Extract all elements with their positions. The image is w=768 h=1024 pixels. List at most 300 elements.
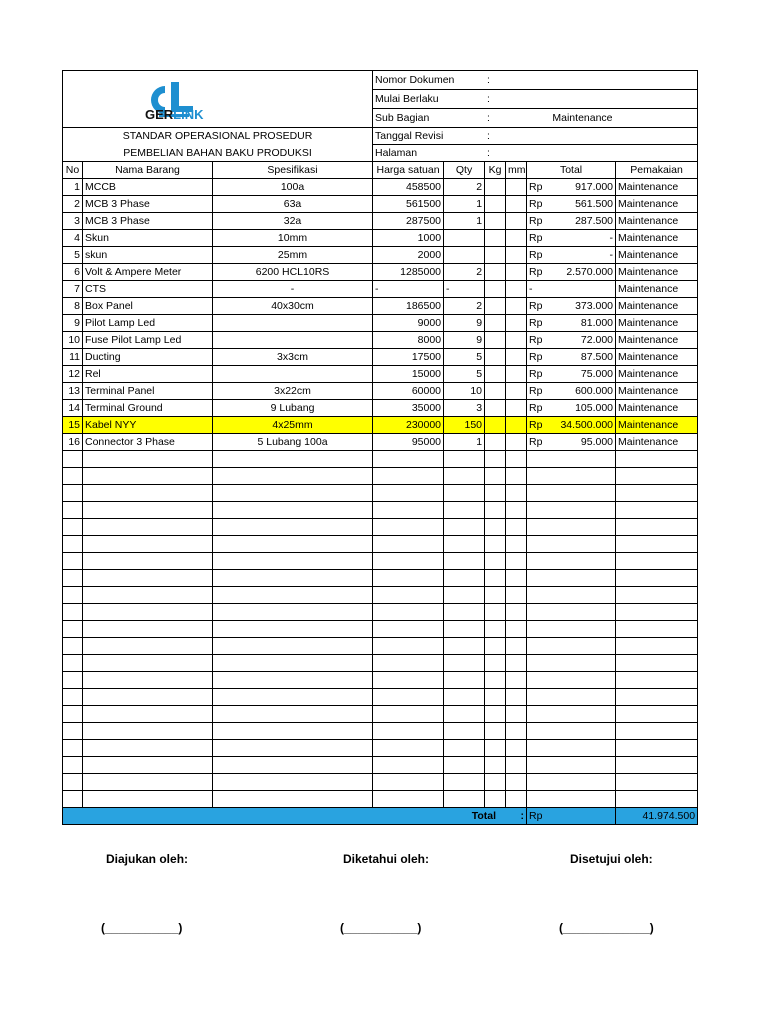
empty-cell: [63, 553, 83, 570]
empty-row: [63, 706, 698, 723]
empty-cell: [63, 519, 83, 536]
row-spesifikasi: 10mm: [213, 230, 373, 247]
row-nama-barang: Skun: [83, 230, 213, 247]
empty-cell: [527, 723, 616, 740]
row-pemakaian: Maintenance: [616, 230, 698, 247]
row-mm: [506, 332, 527, 349]
row-qty: 1: [444, 196, 485, 213]
row-kg: [485, 298, 506, 315]
empty-cell: [506, 536, 527, 553]
brand-name: [145, 107, 204, 123]
total-value: 34.500.000: [560, 419, 614, 431]
row-no: 1: [63, 179, 83, 196]
empty-cell: [444, 638, 485, 655]
empty-cell: [616, 502, 698, 519]
row-mm: [506, 383, 527, 400]
empty-cell: [373, 638, 444, 655]
row-mm: [506, 400, 527, 417]
row-harga-satuan: 230000: [373, 417, 444, 434]
total-currency: Rp: [527, 808, 616, 825]
currency-symbol: Rp: [529, 181, 543, 193]
empty-cell: [373, 774, 444, 791]
currency-symbol: Rp: [529, 300, 543, 312]
row-kg: [485, 196, 506, 213]
empty-cell: [616, 536, 698, 553]
empty-cell: [213, 791, 373, 808]
empty-cell: [213, 621, 373, 638]
table-row: [63, 315, 698, 332]
total-value: -: [609, 232, 614, 244]
empty-cell: [373, 570, 444, 587]
empty-row: [63, 485, 698, 502]
sop-title-line1: STANDAR OPERASIONAL PROSEDUR: [63, 128, 373, 145]
empty-cell: [63, 604, 83, 621]
empty-cell: [63, 621, 83, 638]
total-value: 917.000: [575, 181, 614, 193]
empty-cell: [506, 604, 527, 621]
empty-cell: [213, 604, 373, 621]
empty-cell: [213, 502, 373, 519]
empty-cell: [213, 485, 373, 502]
empty-cell: [83, 468, 213, 485]
empty-cell: [213, 519, 373, 536]
row-nama-barang: Box Panel: [83, 298, 213, 315]
empty-cell: [616, 570, 698, 587]
empty-cell: [485, 672, 506, 689]
currency-symbol: Rp: [529, 351, 543, 363]
empty-cell: [63, 485, 83, 502]
empty-cell: [63, 791, 83, 808]
empty-cell: [527, 485, 616, 502]
row-spesifikasi: 3x22cm: [213, 383, 373, 400]
empty-cell: [506, 502, 527, 519]
row-spesifikasi: 40x30cm: [213, 298, 373, 315]
row-harga-satuan: -: [373, 281, 444, 298]
empty-cell: [616, 689, 698, 706]
total-sep: :: [520, 810, 525, 822]
empty-cell: [527, 502, 616, 519]
row-nama-barang: CTS: [83, 281, 213, 298]
empty-cell: [373, 689, 444, 706]
empty-cell: [373, 723, 444, 740]
meta-label: Tanggal Revisi: [375, 130, 444, 142]
row-nama-barang: MCB 3 Phase: [83, 213, 213, 230]
table-row: [63, 400, 698, 417]
empty-cell: [63, 502, 83, 519]
meta-sep: :: [487, 74, 490, 86]
row-mm: [506, 213, 527, 230]
empty-cell: [63, 655, 83, 672]
empty-cell: [83, 451, 213, 468]
empty-cell: [63, 570, 83, 587]
row-mm: [506, 281, 527, 298]
table-row: [63, 383, 698, 400]
row-nama-barang: MCCB: [83, 179, 213, 196]
empty-cell: [485, 791, 506, 808]
row-total: [527, 264, 616, 281]
empty-cell: [444, 791, 485, 808]
empty-cell: [444, 689, 485, 706]
empty-cell: [63, 723, 83, 740]
row-total: [527, 196, 616, 213]
meta-sep: :: [487, 93, 490, 105]
empty-cell: [616, 655, 698, 672]
currency-symbol: Rp: [529, 317, 543, 329]
empty-cell: [213, 740, 373, 757]
empty-cell: [444, 740, 485, 757]
empty-cell: [506, 468, 527, 485]
currency-symbol: Rp: [529, 436, 543, 448]
sop-title-line2: PEMBELIAN BAHAN BAKU PRODUKSI: [63, 145, 373, 162]
row-harga-satuan: 1000: [373, 230, 444, 247]
empty-row: [63, 655, 698, 672]
empty-row: [63, 621, 698, 638]
empty-cell: [506, 553, 527, 570]
empty-cell: [373, 672, 444, 689]
row-mm: [506, 230, 527, 247]
table-row: [63, 196, 698, 213]
currency-symbol: Rp: [529, 334, 543, 346]
signature-label-diketahui: Diketahui oleh:: [343, 852, 430, 866]
empty-cell: [527, 536, 616, 553]
empty-cell: [527, 587, 616, 604]
empty-cell: [63, 451, 83, 468]
empty-cell: [506, 706, 527, 723]
sop-sheet: [62, 70, 697, 825]
row-no: 11: [63, 349, 83, 366]
empty-cell: [506, 570, 527, 587]
meta-row: [373, 128, 698, 145]
row-nama-barang: skun: [83, 247, 213, 264]
total-value: 72.000: [580, 334, 614, 346]
row-spesifikasi: -: [213, 281, 373, 298]
empty-cell: [83, 740, 213, 757]
empty-cell: [616, 519, 698, 536]
empty-cell: [506, 638, 527, 655]
row-spesifikasi: 4x25mm: [213, 417, 373, 434]
empty-cell: [616, 621, 698, 638]
meta-row: [373, 109, 698, 128]
row-kg: [485, 213, 506, 230]
logo-cell: [63, 71, 373, 128]
empty-cell: [83, 791, 213, 808]
total-value: -: [609, 249, 614, 261]
currency-symbol: Rp: [529, 198, 543, 210]
row-no: 8: [63, 298, 83, 315]
row-qty: 9: [444, 315, 485, 332]
empty-row: [63, 723, 698, 740]
row-spesifikasi: 3x3cm: [213, 349, 373, 366]
empty-row: [63, 519, 698, 536]
row-pemakaian: Maintenance: [616, 315, 698, 332]
row-qty: 9: [444, 332, 485, 349]
empty-cell: [527, 604, 616, 621]
row-harga-satuan: 458500: [373, 179, 444, 196]
meta-sep: :: [487, 130, 490, 142]
row-no: 13: [63, 383, 83, 400]
empty-cell: [213, 587, 373, 604]
empty-cell: [63, 706, 83, 723]
empty-cell: [444, 621, 485, 638]
row-nama-barang: Connector 3 Phase: [83, 434, 213, 451]
empty-cell: [213, 774, 373, 791]
row-no: 12: [63, 366, 83, 383]
empty-row: [63, 468, 698, 485]
row-total: [527, 213, 616, 230]
empty-cell: [83, 621, 213, 638]
empty-cell: [373, 587, 444, 604]
empty-row: [63, 451, 698, 468]
empty-row: [63, 791, 698, 808]
row-no: 4: [63, 230, 83, 247]
row-spesifikasi: 32a: [213, 213, 373, 230]
empty-row: [63, 689, 698, 706]
empty-cell: [616, 485, 698, 502]
row-no: 9: [63, 315, 83, 332]
empty-cell: [616, 553, 698, 570]
empty-cell: [373, 536, 444, 553]
row-pemakaian: Maintenance: [616, 247, 698, 264]
empty-cell: [373, 519, 444, 536]
header-qty: Qty: [444, 162, 485, 179]
row-nama-barang: Volt & Ampere Meter: [83, 264, 213, 281]
row-kg: [485, 434, 506, 451]
empty-cell: [373, 791, 444, 808]
row-harga-satuan: 35000: [373, 400, 444, 417]
row-nama-barang: Terminal Panel: [83, 383, 213, 400]
empty-cell: [213, 723, 373, 740]
empty-row: [63, 570, 698, 587]
empty-cell: [527, 638, 616, 655]
empty-cell: [83, 706, 213, 723]
header-no: No: [63, 162, 83, 179]
empty-cell: [444, 672, 485, 689]
grand-total-value: 41.974.500: [616, 808, 698, 825]
empty-cell: [485, 502, 506, 519]
empty-cell: [444, 502, 485, 519]
empty-cell: [373, 740, 444, 757]
row-pemakaian: Maintenance: [616, 196, 698, 213]
meta-label: Halaman: [375, 147, 418, 159]
table-row: [63, 417, 698, 434]
meta-label: Mulai Berlaku: [375, 93, 439, 105]
table-row: [63, 332, 698, 349]
row-kg: [485, 281, 506, 298]
row-total: [527, 349, 616, 366]
empty-cell: [527, 519, 616, 536]
empty-cell: [213, 757, 373, 774]
row-pemakaian: Maintenance: [616, 281, 698, 298]
row-total: [527, 383, 616, 400]
signature-blank-diajukan: (___________): [101, 921, 183, 935]
row-total: [527, 247, 616, 264]
row-mm: [506, 196, 527, 213]
empty-cell: [485, 689, 506, 706]
row-no: 10: [63, 332, 83, 349]
empty-cell: [527, 570, 616, 587]
row-no: 5: [63, 247, 83, 264]
row-harga-satuan: 15000: [373, 366, 444, 383]
empty-row: [63, 502, 698, 519]
empty-cell: [83, 587, 213, 604]
row-pemakaian: Maintenance: [616, 179, 698, 196]
row-kg: [485, 179, 506, 196]
empty-row: [63, 638, 698, 655]
row-total: [527, 417, 616, 434]
total-value: 600.000: [575, 385, 614, 397]
empty-cell: [213, 451, 373, 468]
meta-row: [373, 71, 698, 90]
row-pemakaian: Maintenance: [616, 434, 698, 451]
row-harga-satuan: 60000: [373, 383, 444, 400]
row-harga-satuan: 17500: [373, 349, 444, 366]
empty-cell: [527, 740, 616, 757]
empty-cell: [527, 689, 616, 706]
empty-cell: [63, 638, 83, 655]
row-kg: [485, 315, 506, 332]
row-mm: [506, 434, 527, 451]
empty-cell: [63, 774, 83, 791]
table-row: [63, 366, 698, 383]
row-mm: [506, 417, 527, 434]
empty-cell: [63, 672, 83, 689]
row-mm: [506, 349, 527, 366]
row-pemakaian: Maintenance: [616, 400, 698, 417]
currency-symbol: -: [529, 283, 533, 295]
row-qty: 5: [444, 366, 485, 383]
empty-cell: [485, 587, 506, 604]
empty-cell: [373, 553, 444, 570]
currency-symbol: Rp: [529, 419, 543, 431]
empty-cell: [527, 451, 616, 468]
empty-cell: [373, 451, 444, 468]
row-total: [527, 298, 616, 315]
row-no: 15: [63, 417, 83, 434]
row-nama-barang: Fuse Pilot Lamp Led: [83, 332, 213, 349]
row-qty: [444, 247, 485, 264]
row-qty: 2: [444, 179, 485, 196]
row-qty: [444, 230, 485, 247]
empty-cell: [616, 757, 698, 774]
row-nama-barang: MCB 3 Phase: [83, 196, 213, 213]
row-spesifikasi: 5 Lubang 100a: [213, 434, 373, 451]
header-total: Total: [527, 162, 616, 179]
row-kg: [485, 332, 506, 349]
empty-cell: [444, 519, 485, 536]
row-no: 14: [63, 400, 83, 417]
total-value: 373.000: [575, 300, 614, 312]
empty-cell: [616, 672, 698, 689]
empty-cell: [83, 570, 213, 587]
meta-row: [373, 145, 698, 162]
empty-cell: [444, 553, 485, 570]
empty-cell: [616, 723, 698, 740]
empty-cell: [506, 791, 527, 808]
empty-cell: [527, 672, 616, 689]
empty-row: [63, 604, 698, 621]
empty-cell: [373, 604, 444, 621]
currency-symbol: Rp: [529, 215, 543, 227]
empty-cell: [373, 468, 444, 485]
empty-cell: [616, 451, 698, 468]
row-pemakaian: Maintenance: [616, 332, 698, 349]
empty-cell: [616, 774, 698, 791]
total-value: 87.500: [580, 351, 614, 363]
empty-cell: [616, 604, 698, 621]
empty-cell: [444, 723, 485, 740]
row-mm: [506, 366, 527, 383]
empty-cell: [63, 468, 83, 485]
row-qty: 10: [444, 383, 485, 400]
total-label-cell: [63, 808, 527, 825]
empty-cell: [506, 740, 527, 757]
empty-cell: [444, 485, 485, 502]
row-no: 6: [63, 264, 83, 281]
row-pemakaian: Maintenance: [616, 417, 698, 434]
empty-cell: [83, 672, 213, 689]
empty-cell: [527, 757, 616, 774]
empty-cell: [63, 689, 83, 706]
empty-cell: [444, 570, 485, 587]
empty-cell: [506, 723, 527, 740]
currency-symbol: Rp: [529, 368, 543, 380]
row-qty: 5: [444, 349, 485, 366]
table-row: [63, 298, 698, 315]
row-harga-satuan: 9000: [373, 315, 444, 332]
empty-cell: [485, 604, 506, 621]
row-no: 16: [63, 434, 83, 451]
meta-label: Nomor Dokumen: [375, 74, 455, 86]
row-qty: 1: [444, 213, 485, 230]
total-value: 75.000: [580, 368, 614, 380]
total-value: 95.000: [580, 436, 614, 448]
column-header-row: [63, 162, 698, 179]
empty-row: [63, 587, 698, 604]
empty-cell: [506, 689, 527, 706]
table-row: [63, 230, 698, 247]
row-qty: 2: [444, 264, 485, 281]
empty-cell: [63, 536, 83, 553]
row-qty: 3: [444, 400, 485, 417]
signature-blank-disetujui: (_____________): [559, 921, 654, 935]
empty-cell: [63, 587, 83, 604]
purchase-table: [62, 70, 698, 825]
empty-cell: [373, 757, 444, 774]
empty-cell: [485, 468, 506, 485]
row-kg: [485, 383, 506, 400]
row-kg: [485, 366, 506, 383]
row-pemakaian: Maintenance: [616, 366, 698, 383]
empty-cell: [83, 536, 213, 553]
meta-value: Maintenance: [552, 112, 613, 124]
table-row: [63, 349, 698, 366]
empty-cell: [444, 451, 485, 468]
currency-symbol: Rp: [529, 266, 543, 278]
row-harga-satuan: 287500: [373, 213, 444, 230]
table-row: [63, 264, 698, 281]
total-value: 561.500: [575, 198, 614, 210]
empty-cell: [83, 553, 213, 570]
empty-cell: [485, 536, 506, 553]
row-spesifikasi: 9 Lubang: [213, 400, 373, 417]
table-row: [63, 213, 698, 230]
empty-cell: [213, 638, 373, 655]
empty-cell: [213, 468, 373, 485]
empty-cell: [485, 723, 506, 740]
empty-cell: [616, 587, 698, 604]
row-kg: [485, 230, 506, 247]
currency-symbol: Rp: [529, 232, 543, 244]
